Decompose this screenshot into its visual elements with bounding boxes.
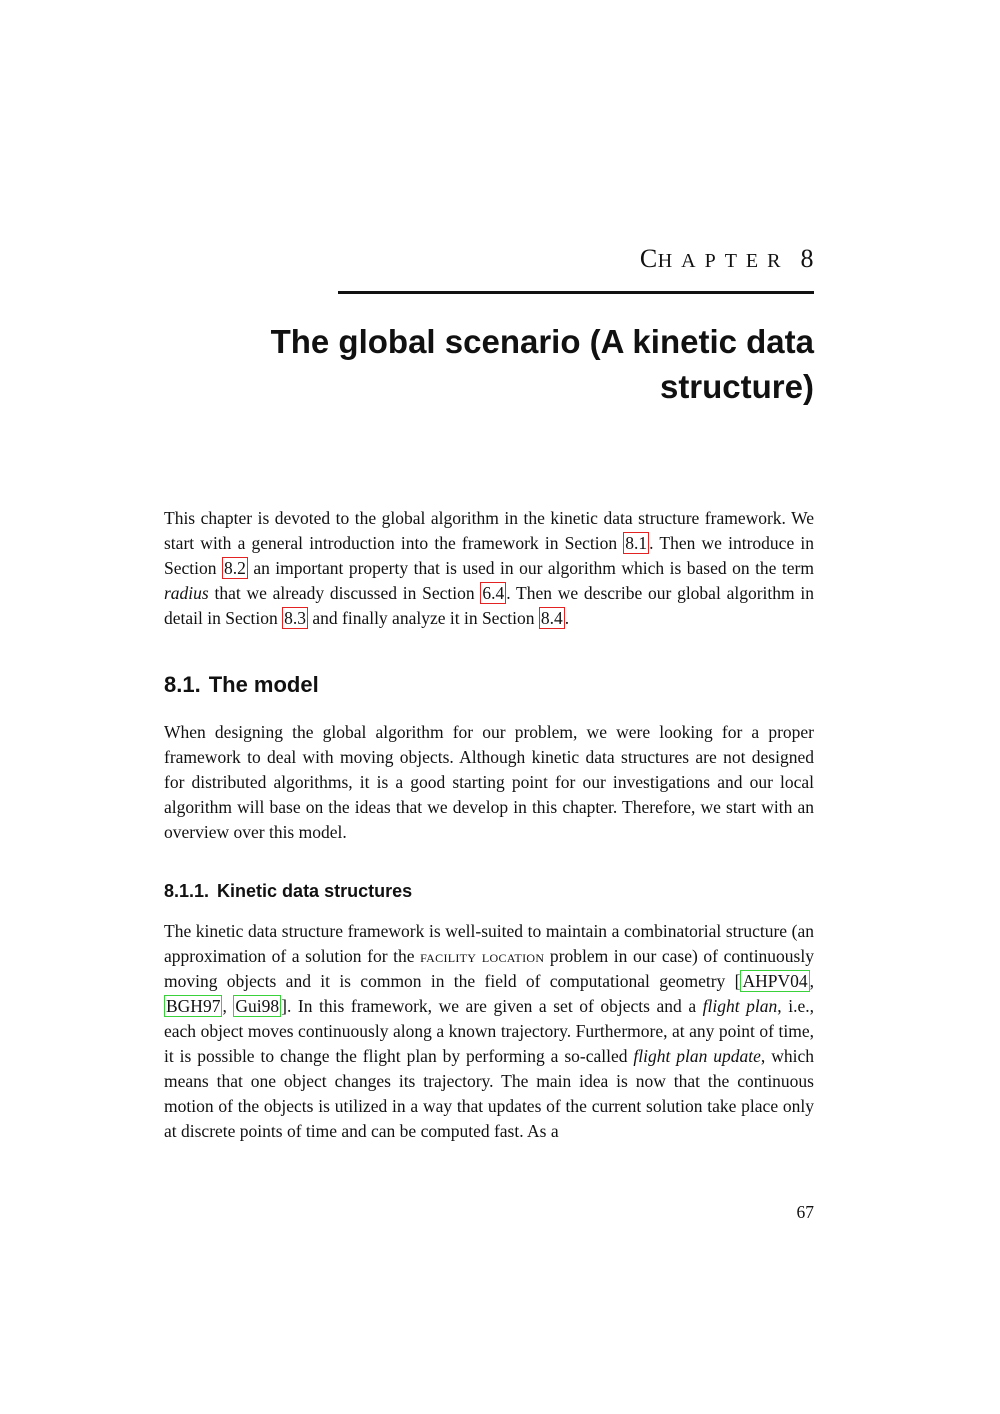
- intro-text-6: and finally analyze it in Section: [307, 608, 539, 628]
- intro-emphasis-radius: radius: [164, 583, 209, 603]
- subsection-number: 8.1.1.: [164, 881, 210, 901]
- chapter-label-initial: C: [639, 244, 658, 273]
- intro-paragraph: [164, 506, 814, 631]
- intro-text-4: that we already discussed in Section: [208, 583, 481, 603]
- emphasis-flight-plan: flight plan: [702, 996, 778, 1016]
- subsection-title: Kinetic data structures: [217, 881, 413, 901]
- small-caps-facility-location: facility location: [420, 947, 545, 966]
- citation-separator: ,: [222, 996, 234, 1016]
- citation-bgh97[interactable]: BGH97: [166, 996, 221, 1016]
- intro-text-3: an important property that is used in our algorithm which is based on the term: [247, 558, 814, 578]
- chapter-divider: [338, 291, 814, 294]
- page-number: 67: [796, 1202, 814, 1222]
- intro-text-1: This chapter is devoted to the global algorithm in the kinetic data structure framework. We start with a general introduction into the framework in Section: [164, 508, 814, 553]
- section-ref-8-4[interactable]: 8.4: [540, 608, 563, 628]
- section-ref-8-3[interactable]: 8.3: [284, 608, 306, 628]
- subsection-heading: [164, 879, 412, 903]
- section-ref-6-4[interactable]: 6.4: [482, 583, 505, 603]
- chapter-label-rest: HAPTER: [657, 250, 790, 272]
- citation-gui98[interactable]: Gui98: [235, 996, 280, 1016]
- citation-separator: ,: [809, 971, 814, 991]
- emphasis-flight-plan-update: flight plan update: [633, 1046, 761, 1066]
- citation-ahpv04[interactable]: AHPV04: [742, 971, 808, 991]
- section-ref-8-1[interactable]: 8.1: [625, 533, 648, 553]
- chapter-number: 8: [800, 244, 814, 273]
- intro-text-2: . Then we introduce in Section: [164, 533, 814, 578]
- chapter-label: [640, 246, 814, 272]
- chapter-title: The global scenario (A kinetic data structure): [270, 323, 814, 405]
- intro-text-7: .: [564, 608, 570, 628]
- sub-text-3: ]. In this framework, we are given a set of objects and a: [281, 996, 703, 1016]
- section-title: The model: [208, 672, 319, 697]
- section-heading: [164, 671, 319, 699]
- sub-text-1: The kinetic data structure framework is well-suited to maintain a combinatorial structure (an approximation of a solution for the: [164, 921, 814, 966]
- section-number: 8.1.: [164, 672, 201, 697]
- section-ref-8-2[interactable]: 8.2: [223, 558, 246, 578]
- section-paragraph: When designing the global algorithm for our problem, we were looking for a proper framework to deal with moving objects. Although kinetic data structures are not designed for distributed algorithms, it is a good starting point for our investigations and our local algorithm will base on the ideas that we develop in this chapter. Therefore, we start with an overview over this model.: [164, 722, 814, 842]
- subsection-paragraph: [164, 919, 814, 1144]
- sub-text-5: , which means that one object changes its trajectory. The main idea is now that the continuous motion of the objects is utilized in a way that updates of the current solution take place only at discrete points of time and can be computed fast. As a: [164, 1046, 814, 1141]
- sub-text-4: , i.e., each object moves continuously along a known trajectory. Furthermore, at any point of time, it is possible to change the flight plan by performing a so-called: [164, 996, 814, 1066]
- intro-text-5: . Then we describe our global algorithm in detail in Section: [164, 583, 814, 628]
- sub-text-2: problem in our case) of continuously moving objects and it is common in the field of computational geometry [: [164, 946, 814, 991]
